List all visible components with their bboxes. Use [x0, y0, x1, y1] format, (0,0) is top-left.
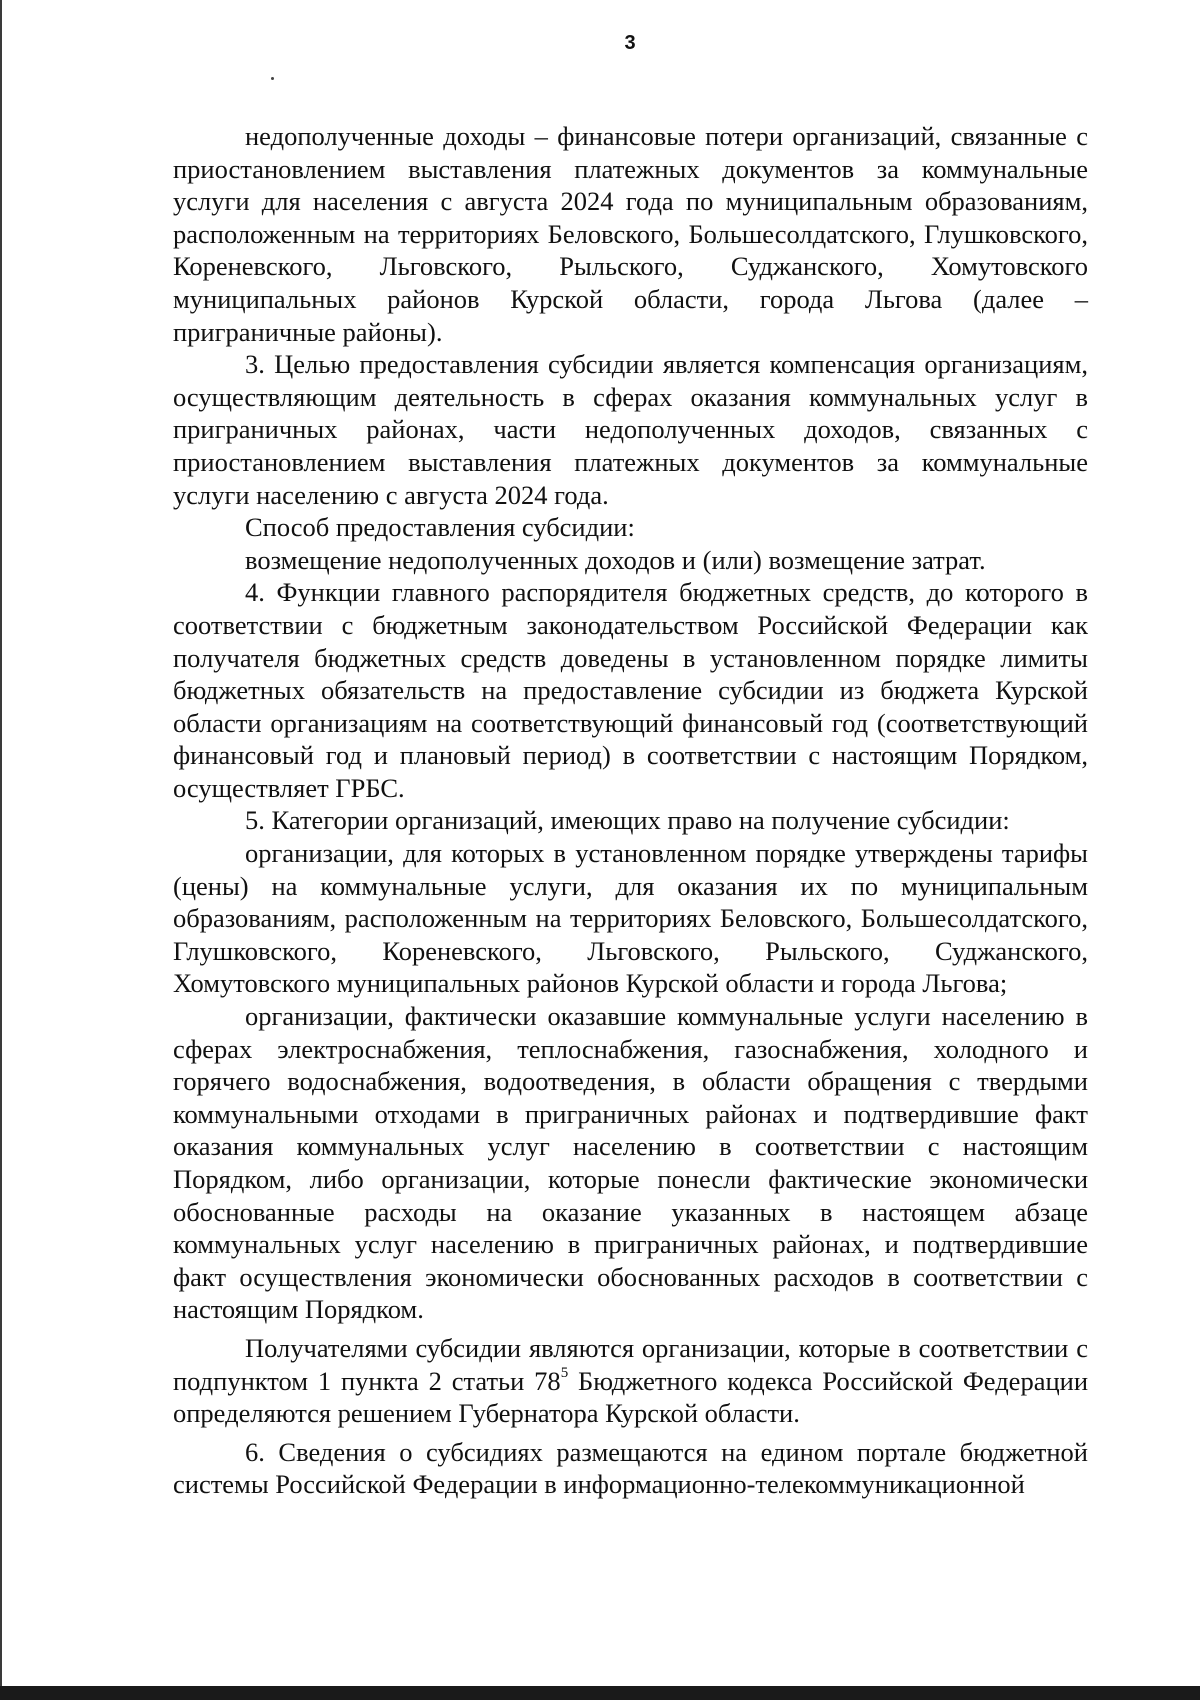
scan-bottom-edge — [0, 1686, 1200, 1700]
scan-speck — [271, 77, 274, 80]
paragraph-method-value: возмещение недополученных доходов и (или) возмещение затрат. — [245, 544, 986, 575]
paragraph-5-categories: 5. Категории организаций, имеющих право на получение субсидии: — [245, 805, 1010, 836]
scan-left-edge — [0, 0, 2, 1700]
recipients-text-end: Бюджетного кодекса Российской Федерации определяются решением Губернатора Курской области. — [173, 1365, 1088, 1429]
document-body — [173, 120, 1088, 1501]
paragraph-recipients — [173, 1332, 1088, 1430]
page-number: 3 — [624, 32, 636, 54]
paragraph-method-heading: Способ предоставления субсидии: — [245, 512, 635, 543]
article-superscript: 5 — [560, 1364, 569, 1381]
paragraph-3-purpose: 3. Целью предоставления субсидии является компенсация организациям, осуществляющим деятельность в сферах оказания коммунальных услуг в приграничных районах, части недополученных доходов, связанных с приостановлением выставления платежных документов за коммунальные услуги населению с августа 2024 года. — [173, 349, 1088, 510]
paragraph-4-functions: 4. Функции главного распорядителя бюджетных средств, до которого в соответствии с бюджетным законодательством Российской Федерации как получателя бюджетных средств доведены в установленном порядке лимиты бюджетных обязательств на предоставление субсидии из бюджета Курской области организациям на соответствующий финансовый год (соответствующий финансовый год и плановый период) в соответствии с настоящим Порядком, осуществляет ГРБС. — [173, 577, 1088, 803]
paragraph-category-services: организации, фактически оказавшие коммунальные услуги населению в сферах электроснабжения, теплоснабжения, газоснабжения, холодного и горячего водоснабжения, водоотведения, в области обращения с твердыми коммунальными отходами в приграничных районах и подтвердившие факт оказания коммунальных услуг населению в соответствии с настоящим Порядком, либо организации, которые понесли фактические экономически обоснованные расходы на оказание указанных в настоящем абзаце коммунальных услуг населению в приграничных районах, и подтвердившие факт осуществления экономически обоснованных расходов в соответствии с настоящим Порядком. — [173, 1001, 1088, 1325]
paragraph-definition: недополученные доходы – финансовые потери организаций, связанные с приостановлением выставления платежных документов за коммунальные услуги для населения с августа 2024 года по муниципальным образованиям, расположенным на территориях Беловского, Большесолдатского, Глушковского, Кореневского, Льговского, Рыльского, Суджанского, Хомутовского муниципальных районов Курской области, города Льгова (далее – приграничные районы). — [173, 121, 1088, 347]
paragraph-category-tariffs: организации, для которых в установленном порядке утверждены тарифы (цены) на коммунальные услуги, для оказания их по муниципальным образованиям, расположенным на территориях Беловского, Большесолдатского, Глушковского, Кореневского, Льговского, Рыльского, Суджанского, Хомутовского муниципальных районов Курской области и города Льгова; — [173, 838, 1088, 999]
paragraph-6-information: 6. Сведения о субсидиях размещаются на едином портале бюджетной системы Российской Федерации в информационно-телекоммуникационной — [173, 1436, 1088, 1500]
recipients-text-start: Получателями субсидии являются организации, которые в соответствии с подпунктом 1 пункта 2 статьи 78 — [173, 1332, 1088, 1396]
